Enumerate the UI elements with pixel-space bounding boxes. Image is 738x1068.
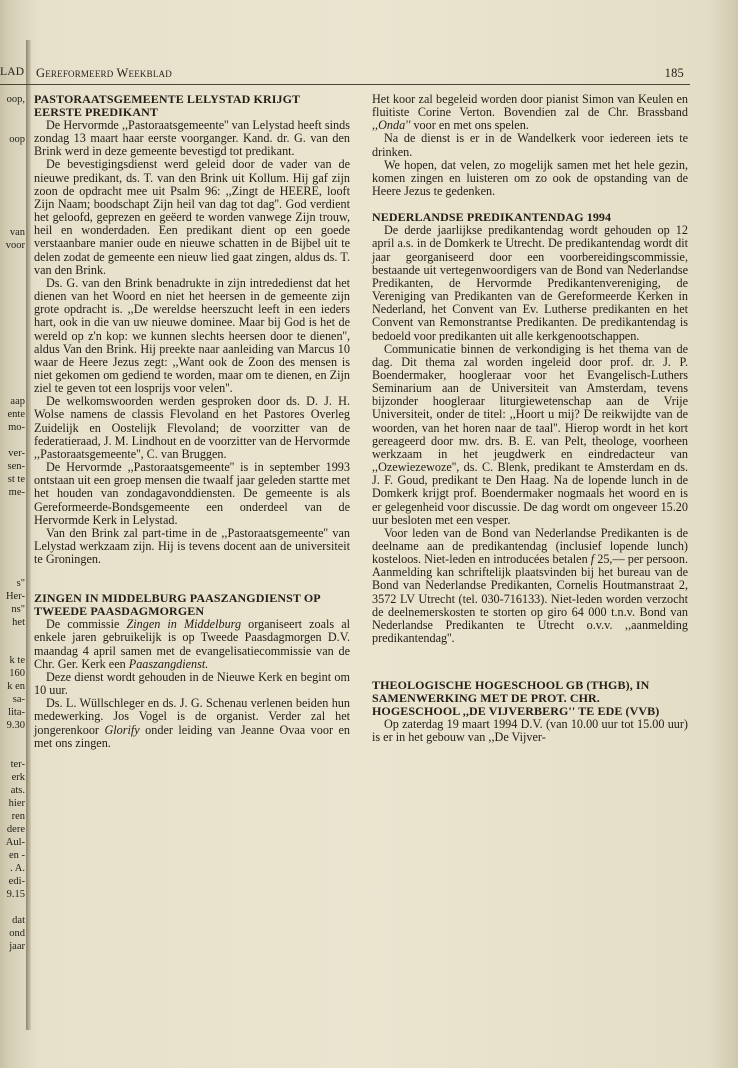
text-run-italic: Glorify — [104, 722, 140, 737]
running-head — [0, 66, 684, 82]
fragment: ns" — [11, 604, 25, 615]
text-run: Voor leden van de Bond van Nederlandse Predikanten is de deelname aan de predikantendag (inclusief lopende lunch) kosteloos. Niet-leden en introducées betalen — [372, 525, 688, 567]
article-paragraph: Na de dienst is er in de Wandelkerk voor iedereen iets te drinken. — [372, 131, 688, 159]
article-paragraph: Ds. G. van den Brink benadrukte in zijn intrededienst dat het dienen van het Woord en niet het heersen in de gemeente zijn grote opdracht is. ,,De wereldse heerszucht leeft in een ieders hart, ook in die van uw nieuwe dominee. Maar bij God is het de wereld op z'n kop: we kunnen slechts heersen door te dienen'', aldus Van den Brink. Hij preekte naar aanleiding van Marcus 10 waar de Heere Jezus zegt: ,,Want ook de Zoon des mensen is niet gekomen om gediend te worden, maar om te dienen, en Zijn ziel te geven tot een losprijs voor velen''. — [34, 275, 350, 396]
article-heading: PASTORAATSGEMEENTE LELYSTAD KRIJGT EERSTE PREDIKANT — [34, 92, 300, 119]
fragment: oop — [9, 134, 25, 145]
text-run-italic: ,,Onda'' — [372, 118, 411, 133]
facing-page-header-fragment: LAD — [0, 66, 25, 78]
publication-title: Gereformeerd Weekblad — [36, 66, 172, 80]
fragment: k en — [7, 681, 25, 692]
article-paragraph — [34, 618, 350, 671]
text-run: De commissie — [46, 617, 127, 632]
text-run: onder leiding van Jeanne Ovaa voor en met ons zingen. — [34, 722, 350, 750]
fragment: aap — [10, 396, 25, 407]
fragment: Her- — [5, 591, 25, 602]
fragment: Aul- — [5, 837, 25, 848]
fragment: ats. — [10, 785, 25, 796]
fragment: jaar — [9, 941, 25, 952]
fragment: voor — [5, 240, 25, 251]
spacer — [372, 645, 688, 679]
fragment: 9.15 — [6, 889, 25, 900]
fragment: mo- — [8, 422, 25, 433]
text-run-italic: Paaszangdienst. — [128, 656, 209, 671]
fragment: 9.30 — [6, 720, 25, 731]
article-paragraph: Communicatie binnen de verkondiging is het thema van de dag. Dit thema zal worden ingeleid door prof. dr. J. P. Boendermaker, hoogleraar voor het Evangelisch-Luthers Seminarium aan de Universiteit van Amsterdam, tevens bijzonder hoogleraar liturgiewetenschap aan de Vrije Universiteit, onder de titel: ,,Hoort u mij? De reikwijdte van de woorden, van het horen naar de taal''. Hierop wordt in het kort gereageerd door mw. drs. B. E. van Pelt, theologe, voorheen werkzaam in het jeugdwerk en eindredacteur van ,,Ozewiezewoze'', ds. C. Blenk, predikant te Amsterdam en ds. J. F. Goud, predikant te Den Haag. Na de lopende lunch in de Domkerk krijgt prof. Boendermaker nogmaals het woord en is er gelegenheid voor discussie. De dag wordt om ongeveer 15.20 uur besloten met een vesper. — [372, 341, 688, 527]
fragment: ond — [9, 928, 25, 939]
article-heading: ZINGEN IN MIDDELBURG PAASZANGDIENST OP TWEEDE PAASDAGMORGEN — [34, 591, 321, 619]
page-gutter — [26, 40, 31, 1030]
text-run: Ds. L. Wüllschleger en ds. J. G. Schenau verlenen beiden hun medewerking. Jos Vogel is de organist. Verder zal het jongerenkoor — [34, 696, 350, 737]
fragment: st te — [7, 474, 25, 485]
article-paragraph — [372, 527, 688, 645]
spacer — [34, 566, 350, 592]
text-run-italic: Zingen in Middelburg — [126, 617, 242, 632]
facing-page-fragments — [0, 94, 26, 994]
article-heading: NEDERLANDSE PREDIKANTENDAG 1994 — [372, 210, 612, 225]
header-rule — [0, 84, 690, 85]
fragment: lita- — [8, 707, 25, 718]
fragment: oop, — [6, 94, 25, 105]
article-paragraph: De welkomswoorden werden gesproken door ds. D. J. H. Wolse namens de classis Flevoland en het Pastores Overleg Zuidelijk en Oostelijk Flevoland; de voorzitter van de federatieraad, J. M. Lindhout en de voorzitter van de Hervormde ,,Pastoraatsgemeente'', C. van Bruggen. — [34, 394, 350, 461]
fragment: ren — [11, 811, 25, 822]
fragment: dere — [6, 824, 25, 835]
text-run: organiseert zoals al enkele jaren gebruikelijk is op Tweede Paasdagmorgen D.V. maandag 4 april samen met de evangelisatiecommissie van de Chr. Ger. Kerk een — [34, 617, 350, 671]
fragment: sen- — [7, 461, 25, 472]
article-paragraph: Op zaterdag 19 maart 1994 D.V. (van 10.00 uur tot 15.00 uur) is er in het gebouw van ,,De Vijver- — [372, 717, 688, 745]
page-number: 185 — [664, 66, 684, 80]
fragment: dat — [12, 915, 25, 926]
fragment: . A. — [10, 863, 25, 874]
article-paragraph: De derde jaarlijkse predikantendag wordt gehouden op 12 april a.s. in de Domkerk te Utrecht. De predikantendag wordt dit jaar georganiseerd door een voorbereidingscommissie, bestaande uit vertegenwoordigers van de Bond van Nederlandse Predikanten, de Hervormde Predikantenvereniging, de Vereniging van Predikanten van de Gereformeerde Kerken in Nederland, het Convent van Ev. Lutherse predikanten en het Convent van Remonstrantse Predikanten. De predikantendag is bedoeld voor predikanten uit alle kerkgenootschappen. — [372, 223, 688, 343]
article-paragraph: De bevestigingsdienst werd geleid door de vader van de nieuwe predikant, ds. T. van den Brink uit Kollum. Hij gaf zijn zoon de opdracht mee uit Psalm 96: ,,Zingt de HEERE, looft Zijn Naam; boodschapt Zijn heil van dag tot dag''. God verdient het geloofd, geprezen en geëerd te worden vanwege Zijn trouw, heil en wonderdaden. Een predikant dient op een goede verstaanbare manier oude en nieuwe schatten in de Bijbel uit te delen zodat de gemeente een nieuw lied gaat zingen, aldus ds. T. van den Brink. — [34, 157, 350, 277]
fragment: van — [9, 227, 25, 238]
text-run: Het koor zal begeleid worden door pianist Simon van Keulen en fluitiste Corine Verton. Bovendien zal de Chr. Brassband — [372, 92, 688, 120]
fragment: ter- — [10, 759, 25, 770]
article-paragraph: De Hervormde ,,Pastoraatsgemeente'' van Lelystad heeft sinds zondag 13 maart haar eerste voorganger. Kand. dr. G. van den Brink werd in deze gemeente bevestigd tot predikant. — [34, 118, 350, 159]
fragment: me- — [8, 487, 25, 498]
fragment: erk — [11, 772, 25, 783]
article-heading: THEOLOGISCHE HOGESCHOOL GB (THGB), IN SAMENWERKING MET DE PROT. CHR. HOGESCHOOL ,,DE VIJVERBERG'' TE EDE (VVB) — [372, 678, 660, 719]
article-paragraph: Deze dienst wordt gehouden in de Nieuwe Kerk en begint om 10 uur. — [34, 669, 350, 698]
left-column — [34, 93, 350, 750]
fragment: k te — [9, 655, 25, 666]
fragment: en - — [8, 850, 25, 861]
text-run-italic: f — [590, 552, 595, 567]
article-paragraph: Van den Brink zal part-time in de ,,Pastoraatsgemeente'' van Lelystad werkzaam zijn. Hij is tevens docent aan de universiteit te Groningen. — [34, 525, 350, 567]
fragment: edi- — [8, 876, 25, 887]
fragment: ente — [7, 409, 25, 420]
fragment: het — [12, 617, 25, 628]
article-paragraph: De Hervormde ,,Pastoraatsgemeente'' is in september 1993 ontstaan uit een groep mensen die twaalf jaar geleden startte met het houden van zondagavonddiensten. De gemeente is als Gereformeerde-Bondsgemeente een onderdeel van de Hervormde Kerk in Lelystad. — [34, 460, 350, 527]
fragment: s" — [16, 578, 25, 589]
fragment: hier — [8, 798, 25, 809]
text-run: voor en met ons spelen. — [410, 118, 529, 133]
text-run: 25,— per persoon. Aanmelding kan schriftelijk plaatsvinden bij het bureau van de Bond van Nederlandse Predikanten, Cornelis Houtmanstraat 2, 3572 LV Utrecht (tel. 030-716133). Niet-leden worden verzocht de deelnemerskosten te storten op giro 64 000 t.n.v. Bond van Nederlandse Predikanten te Utrecht o.v.v. ,,aanmelding predikantendag''. — [372, 552, 688, 646]
fragment: sa- — [12, 694, 25, 705]
article-paragraph — [372, 93, 688, 132]
fragment: ver- — [8, 448, 25, 459]
article-paragraph — [34, 697, 350, 750]
right-column — [372, 93, 688, 745]
article-paragraph: We hopen, dat velen, zo mogelijk samen met het hele gezin, komen zingen en luisteren om zo ook de opstanding van de Heere Jezus te gedenken. — [372, 157, 688, 199]
fragment: 160 — [9, 668, 25, 679]
